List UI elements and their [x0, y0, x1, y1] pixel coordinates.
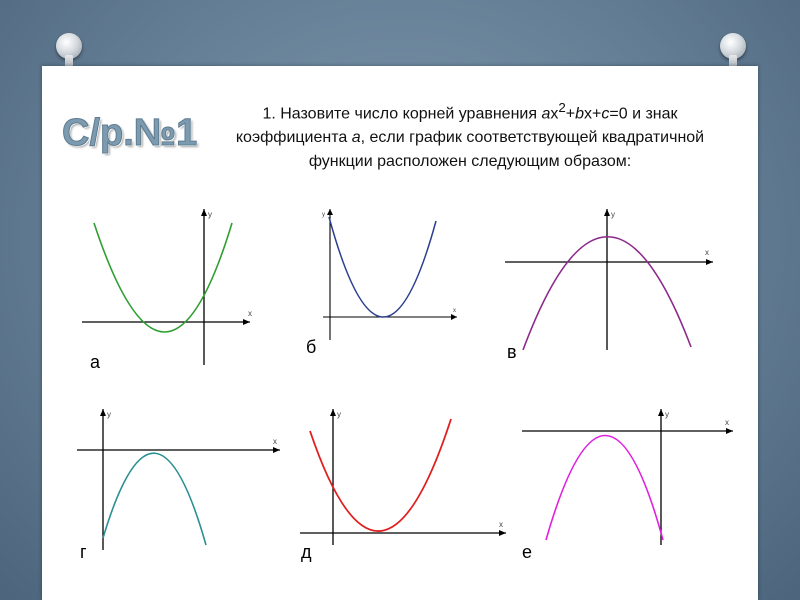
- x-axis-arrow: [243, 319, 250, 325]
- y-axis-arrow: [604, 209, 610, 216]
- pin-right-icon: [720, 33, 746, 59]
- y-axis-label: y: [208, 210, 212, 219]
- task-line-3: функции расположен следующим образом:: [308, 153, 632, 171]
- task-line-2: коэффициента a, если график соответствующей квадратичной: [235, 129, 705, 147]
- task-line-1: 1. Назовите число корней уравнения $ax^2+bx+c=0$ и знак: [262, 100, 678, 123]
- parabola: [94, 223, 232, 332]
- parabola: [310, 419, 451, 531]
- x-axis-label: x: [725, 418, 729, 427]
- graph-f-svg: [522, 405, 735, 545]
- y-axis-label: y: [337, 410, 341, 419]
- y-axis-label: y: [107, 410, 111, 419]
- graph-panel-e: [300, 405, 508, 545]
- graph-d-svg: [77, 405, 282, 550]
- graph-letter-f: е: [522, 542, 533, 562]
- graph-panel-c: [505, 205, 715, 350]
- x-axis-arrow: [706, 259, 713, 265]
- x-axis-arrow: [726, 428, 733, 434]
- x-axis-label: x: [273, 437, 277, 446]
- graph-c-svg: [505, 205, 715, 350]
- y-axis-arrow: [327, 209, 333, 215]
- y-axis-label: y: [322, 212, 325, 218]
- graph-panel-b: [305, 205, 462, 345]
- parabola: [329, 217, 436, 317]
- task-number: 1.: [262, 105, 276, 123]
- task-text: [190, 96, 750, 174]
- graph-panel-f: [522, 405, 735, 545]
- x-axis-label: x: [248, 309, 252, 318]
- graph-a-svg: [82, 205, 254, 365]
- x-axis-arrow: [451, 314, 457, 320]
- y-axis-label: y: [611, 210, 615, 219]
- x-axis-arrow: [499, 530, 506, 536]
- y-axis-label: y: [665, 410, 669, 419]
- graph-panel-d: [77, 405, 282, 550]
- graph-letter-b: б: [306, 337, 317, 357]
- graph-letter-c: в: [507, 342, 517, 362]
- graph-panel-a: [82, 205, 254, 365]
- x-axis-label: x: [453, 308, 456, 314]
- x-axis-label: x: [705, 248, 709, 257]
- graph-letter-e: д: [301, 542, 312, 562]
- y-axis-arrow: [658, 409, 664, 416]
- graph-b-svg: [305, 205, 462, 345]
- slide-title: С/р.№1: [62, 112, 198, 154]
- graph-e-svg: [300, 405, 508, 545]
- y-axis-arrow: [330, 409, 336, 416]
- x-axis-arrow: [273, 447, 280, 453]
- parabola: [546, 436, 663, 541]
- pin-left-icon: [56, 33, 82, 59]
- graph-letter-a: а: [90, 352, 101, 372]
- parabola: [103, 453, 206, 545]
- y-axis-arrow: [100, 409, 106, 416]
- x-axis-label: x: [499, 520, 503, 529]
- y-axis-arrow: [201, 209, 207, 216]
- graph-letter-d: г: [80, 542, 87, 562]
